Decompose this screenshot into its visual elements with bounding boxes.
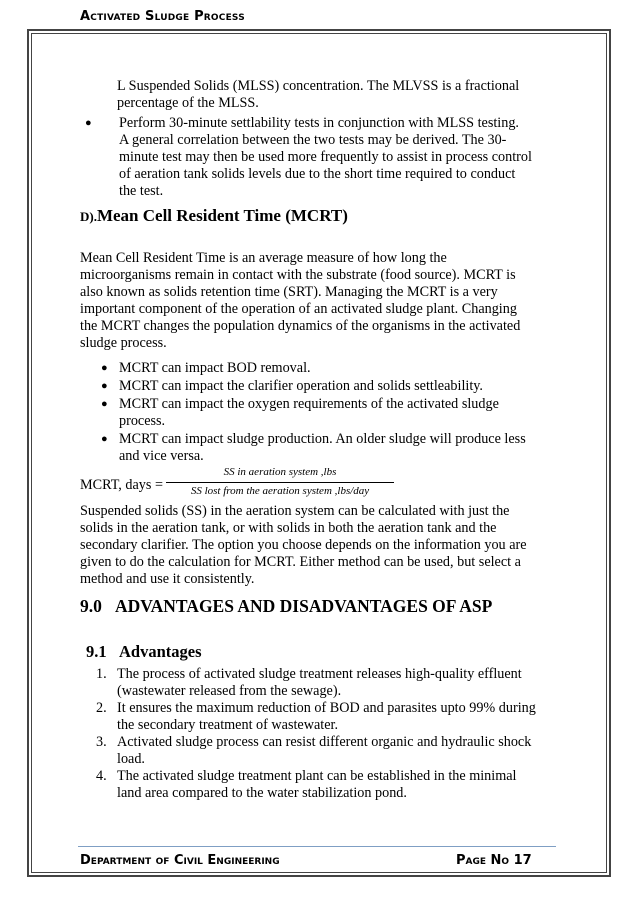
header-title: Activated Sludge Process	[80, 9, 245, 24]
section-number: 9.1	[86, 642, 107, 661]
list-item: The activated sludge treatment plant can be established in the minimal	[117, 768, 517, 784]
list-item: MCRT can impact sludge production. An older sludge will produce less	[119, 431, 526, 447]
bullet-icon: ●	[101, 362, 108, 374]
text-line: A general correlation between the two tests may be derived. The 30-	[119, 132, 507, 148]
list-item: MCRT can impact BOD removal.	[119, 360, 311, 376]
section-heading-d	[80, 206, 348, 226]
list-item-continued: load.	[117, 751, 145, 767]
text-line: Perform 30-minute settlability tests in conjunction with MLSS testing.	[119, 115, 519, 131]
section-prefix: D).	[80, 209, 97, 224]
list-item-continued: (wastewater released from the sewage).	[117, 683, 342, 699]
list-item: MCRT can impact the oxygen requirements of the activated sludge	[119, 396, 499, 412]
bullet-icon: ●	[101, 398, 108, 410]
footer-department: Department of Civil Engineering	[80, 853, 280, 868]
list-item: The process of activated sludge treatment releases high-quality effluent	[117, 666, 522, 682]
text-line: important component of the operation of an activated sludge plant. Changing	[80, 301, 517, 317]
list-item-continued: land area compared to the water stabilization pond.	[117, 785, 407, 801]
footer-divider	[78, 846, 556, 847]
text-line: minute test may then be used more frequently to assist in process control	[119, 149, 532, 165]
text-line: microorganisms remain in contact with the substrate (food source). MCRT is	[80, 267, 516, 283]
text-line: the test.	[119, 183, 164, 199]
list-number: 1.	[96, 666, 107, 682]
text-line: percentage of the MLSS.	[117, 95, 259, 111]
footer-page-number: Page No 17	[456, 853, 532, 868]
text-line: given to do the calculation for MCRT. Either method can be used, but select a	[80, 554, 521, 570]
bullet-icon: ●	[85, 117, 92, 129]
section-title: Mean Cell Resident Time (MCRT)	[96, 206, 348, 225]
list-item: MCRT can impact the clarifier operation and solids settleability.	[119, 378, 483, 394]
bullet-icon: ●	[101, 380, 108, 392]
text-line: Suspended solids (SS) in the aeration system can be calculated with just the	[80, 503, 510, 519]
list-number: 3.	[96, 734, 107, 750]
list-item-continued: and vice versa.	[119, 448, 204, 464]
section-heading-9-1	[86, 642, 202, 662]
formula-denominator: SS lost from the aeration system ,lbs/day	[190, 485, 370, 497]
list-item-continued: the secondary treatment of wastewater.	[117, 717, 338, 733]
section-title: ADVANTAGES AND DISADVANTAGES OF ASP	[115, 596, 493, 616]
formula-label: MCRT, days =	[80, 477, 163, 493]
text-line: solids in the aeration tank, or with solids in both the aeration tank and the	[80, 520, 497, 536]
bullet-icon: ●	[101, 433, 108, 445]
list-item: It ensures the maximum reduction of BOD and parasites upto 99% during	[117, 700, 536, 716]
text-line: also known as solids retention time (SRT). Managing the MCRT is a very	[80, 284, 498, 300]
fraction-bar	[166, 482, 394, 483]
formula-numerator: SS in aeration system ,lbs	[223, 466, 337, 478]
list-number: 4.	[96, 768, 107, 784]
text-line: sludge process.	[80, 335, 167, 351]
list-item-continued: process.	[119, 413, 166, 429]
text-line: the MCRT changes the population dynamics of the organisms in the activated	[80, 318, 521, 334]
list-number: 2.	[96, 700, 107, 716]
text-line: secondary clarifier. The option you choose depends on the information you are	[80, 537, 527, 553]
text-line: L Suspended Solids (MLSS) concentration. The MLVSS is a fractional	[117, 78, 520, 94]
section-number: 9.0	[80, 596, 102, 616]
text-line: Mean Cell Resident Time is an average measure of how long the	[80, 250, 447, 266]
text-line: method and use it consistently.	[80, 571, 255, 587]
text-line: of aeration tank solids levels due to the short time required to conduct	[119, 166, 516, 182]
section-heading-9	[80, 596, 492, 617]
list-item: Activated sludge process can resist different organic and hydraulic shock	[117, 734, 532, 750]
section-title: Advantages	[119, 642, 202, 661]
